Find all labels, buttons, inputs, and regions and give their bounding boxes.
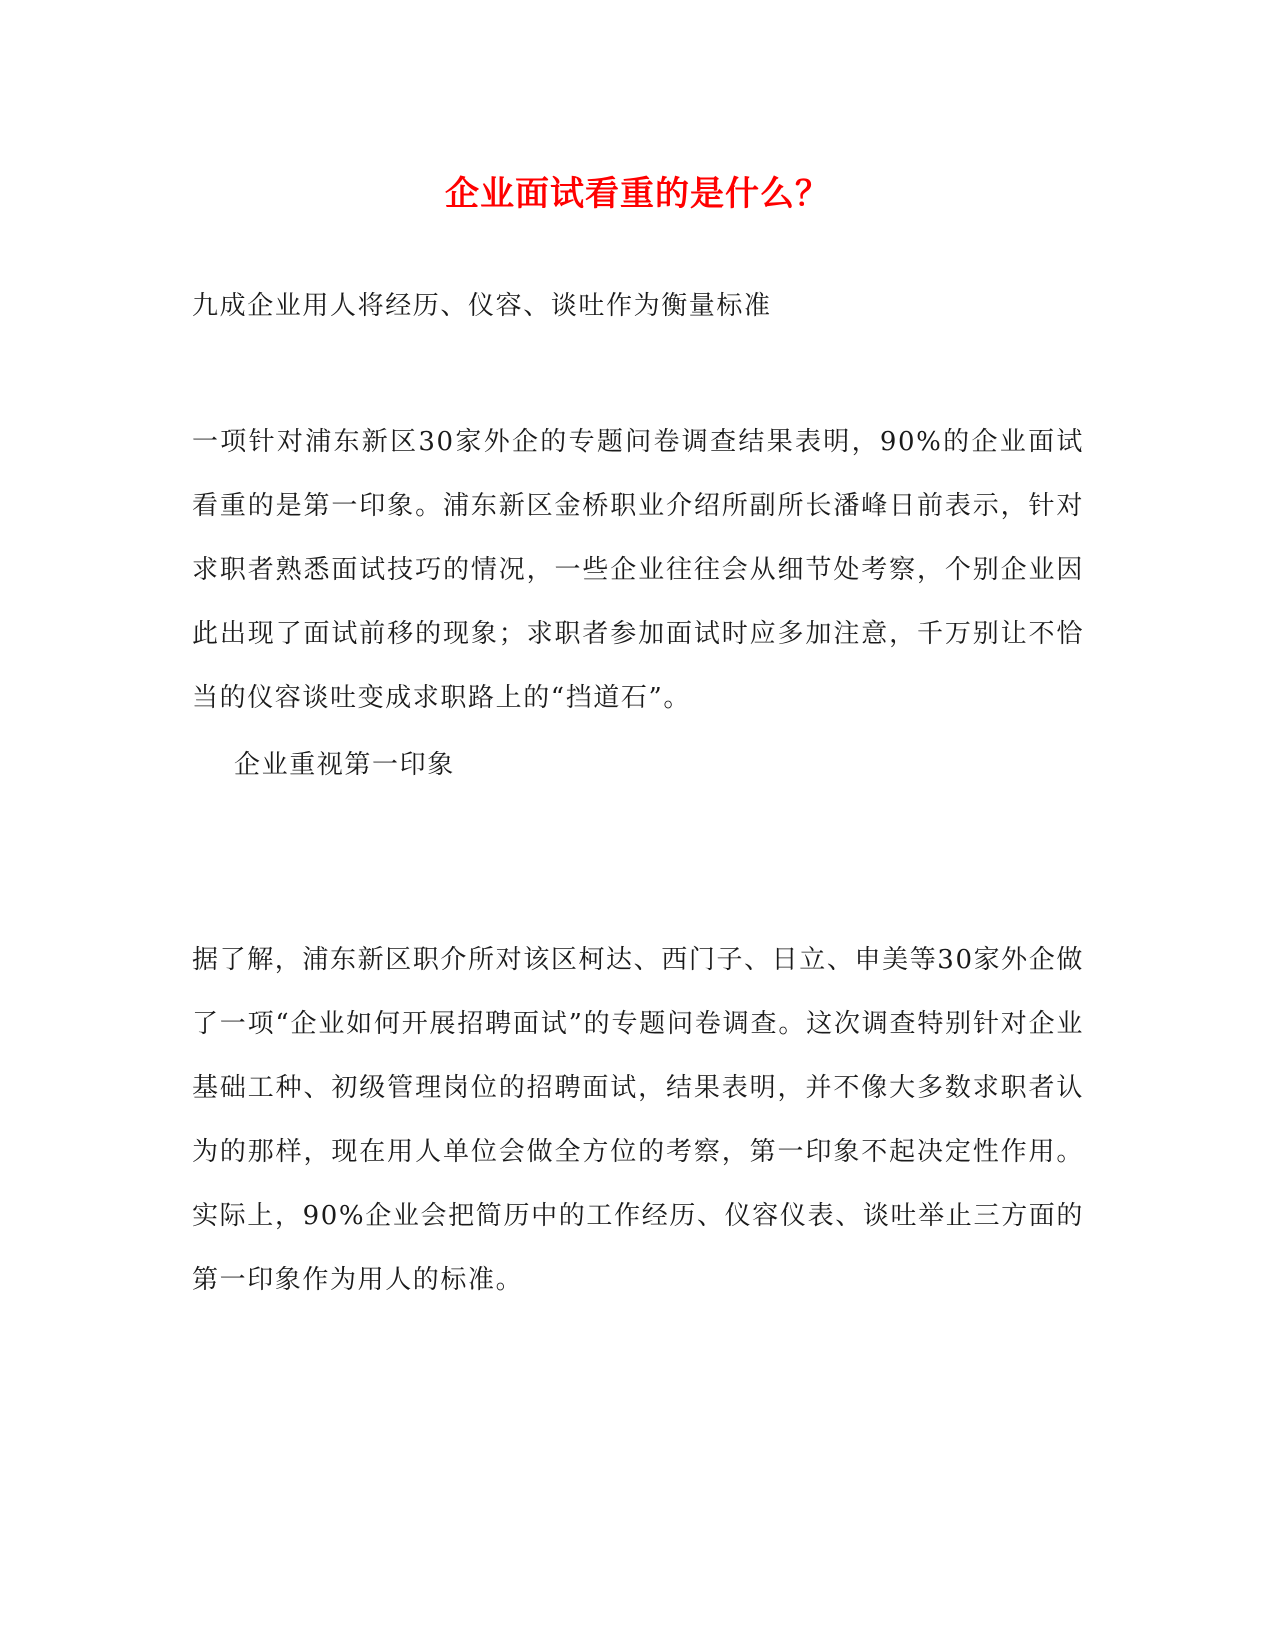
paragraph-2: 据了解，浦东新区职介所对该区柯达、西门子、日立、申美等30家外企做了一项“企业如何开展招聘面试”的专题问卷调查。这次调查特别针对企业基础工种、初级管理岗位的招聘面试，结果表明，并不像大多数求职者认为的那样，现在用人单位会做全方位的考察，第一印象不起决定性作用。实际上，90%企业会把简历中的工作经历、仪容仪表、谈吐举止三方面的第一印象作为用人的标准。	[192, 945, 1084, 1295]
document-title: 企业面试看重的是什么？	[445, 174, 830, 214]
section-heading: 企业重视第一印象	[234, 750, 455, 780]
document-subtitle: 九成企业用人将经历、仪容、谈吐作为衡量标准	[192, 291, 772, 321]
paragraph-1: 一项针对浦东新区30家外企的专题问卷调查结果表明，90%的企业面试看重的是第一印象。浦东新区金桥职业介绍所副所长潘峰日前表示，针对求职者熟悉面试技巧的情况，一些企业往往会从细节处考察，个别企业因此出现了面试前移的现象；求职者参加面试时应多加注意，千万别让不恰当的仪容谈吐变成求职路上的“挡道石”。	[192, 427, 1084, 713]
